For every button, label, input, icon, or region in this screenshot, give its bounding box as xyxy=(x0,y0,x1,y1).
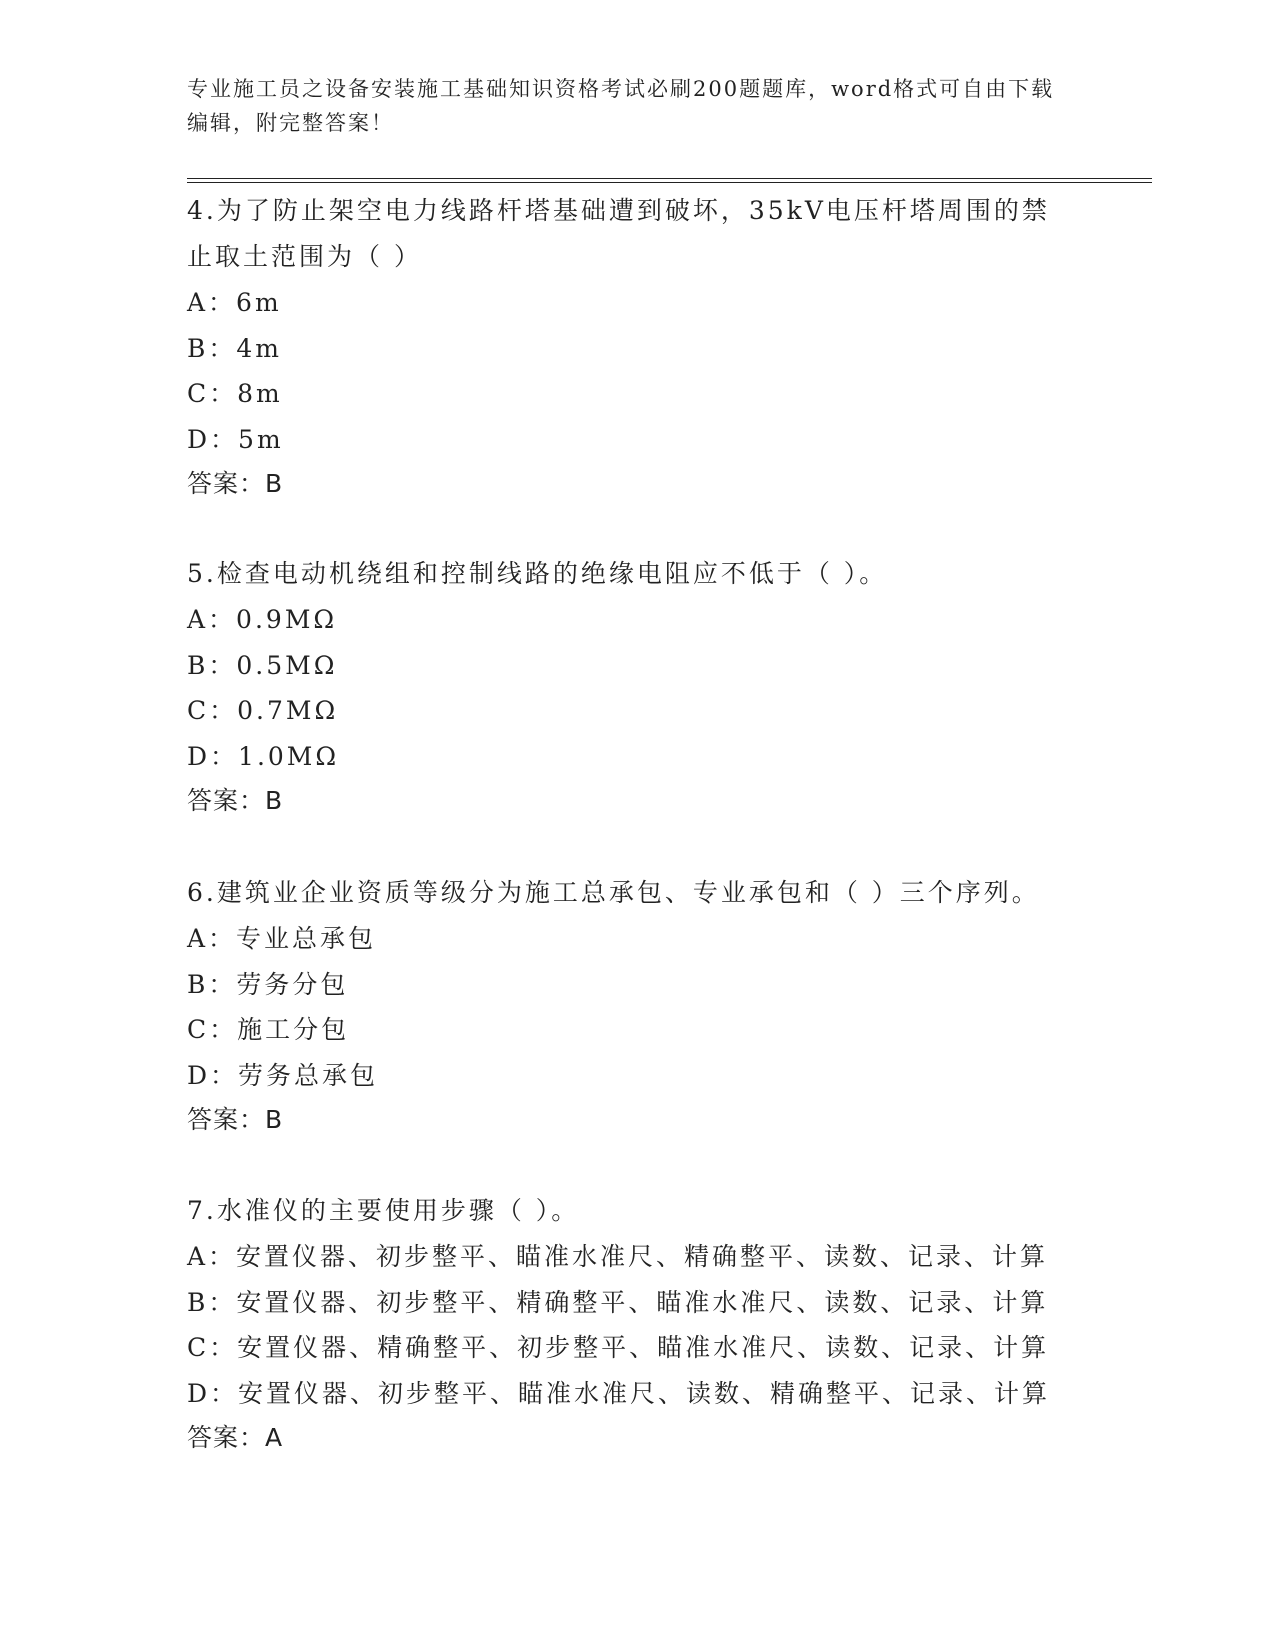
option-a: A：6m xyxy=(187,288,282,317)
answer: 答案：B xyxy=(187,1105,284,1134)
header-divider-bottom xyxy=(187,182,1152,183)
option-b: B：劳务分包 xyxy=(187,969,349,999)
question-stem: 5.检查电动机绕组和控制线路的绝缘电阻应不低于（ ）。 xyxy=(187,559,888,588)
option-b: B：0.5MΩ xyxy=(187,650,338,680)
option-d: D：劳务总承包 xyxy=(187,1060,379,1090)
option-a: A：专业总承包 xyxy=(187,924,377,953)
option-d: D：1.0MΩ xyxy=(187,741,340,771)
option-b: B：安置仪器、初步整平、精确整平、瞄准水准尺、读数、记录、计算 xyxy=(187,1287,1049,1317)
question-4 xyxy=(187,188,1067,506)
document-header: 专业施工员之设备安装施工基础知识资格考试必刷200题题库，word格式可自由下载编辑，附完整答案！ xyxy=(187,77,1055,135)
answer: 答案：B xyxy=(187,469,284,498)
option-c: C：0.7MΩ xyxy=(187,696,339,725)
option-c: C：8m xyxy=(187,379,283,408)
question-stem: 7.水准仪的主要使用步骤（ ）。 xyxy=(187,1196,580,1225)
option-a: A：0.9MΩ xyxy=(187,605,338,634)
question-5 xyxy=(187,551,1067,823)
question-stem: 6.建筑业企业资质等级分为施工总承包、专业承包和（ ）三个序列。 xyxy=(187,878,1040,907)
question-6 xyxy=(187,870,1067,1142)
answer: 答案：B xyxy=(187,786,284,815)
option-d: D：5m xyxy=(187,424,284,454)
option-d: D：安置仪器、初步整平、瞄准水准尺、读数、精确整平、记录、计算 xyxy=(187,1378,1051,1408)
option-c: C：安置仪器、精确整平、初步整平、瞄准水准尺、读数、记录、计算 xyxy=(187,1333,1050,1362)
header-divider-top xyxy=(187,178,1152,179)
question-stem: 4.为了防止架空电力线路杆塔基础遭到破坏，35kV电压杆塔周围的禁止取土范围为（ ） xyxy=(187,196,1050,271)
answer: 答案：A xyxy=(187,1423,284,1452)
option-c: C：施工分包 xyxy=(187,1015,350,1044)
question-7 xyxy=(187,1188,1067,1460)
option-a: A：安置仪器、初步整平、瞄准水准尺、精确整平、读数、记录、计算 xyxy=(187,1242,1049,1271)
option-b: B：4m xyxy=(187,333,282,363)
